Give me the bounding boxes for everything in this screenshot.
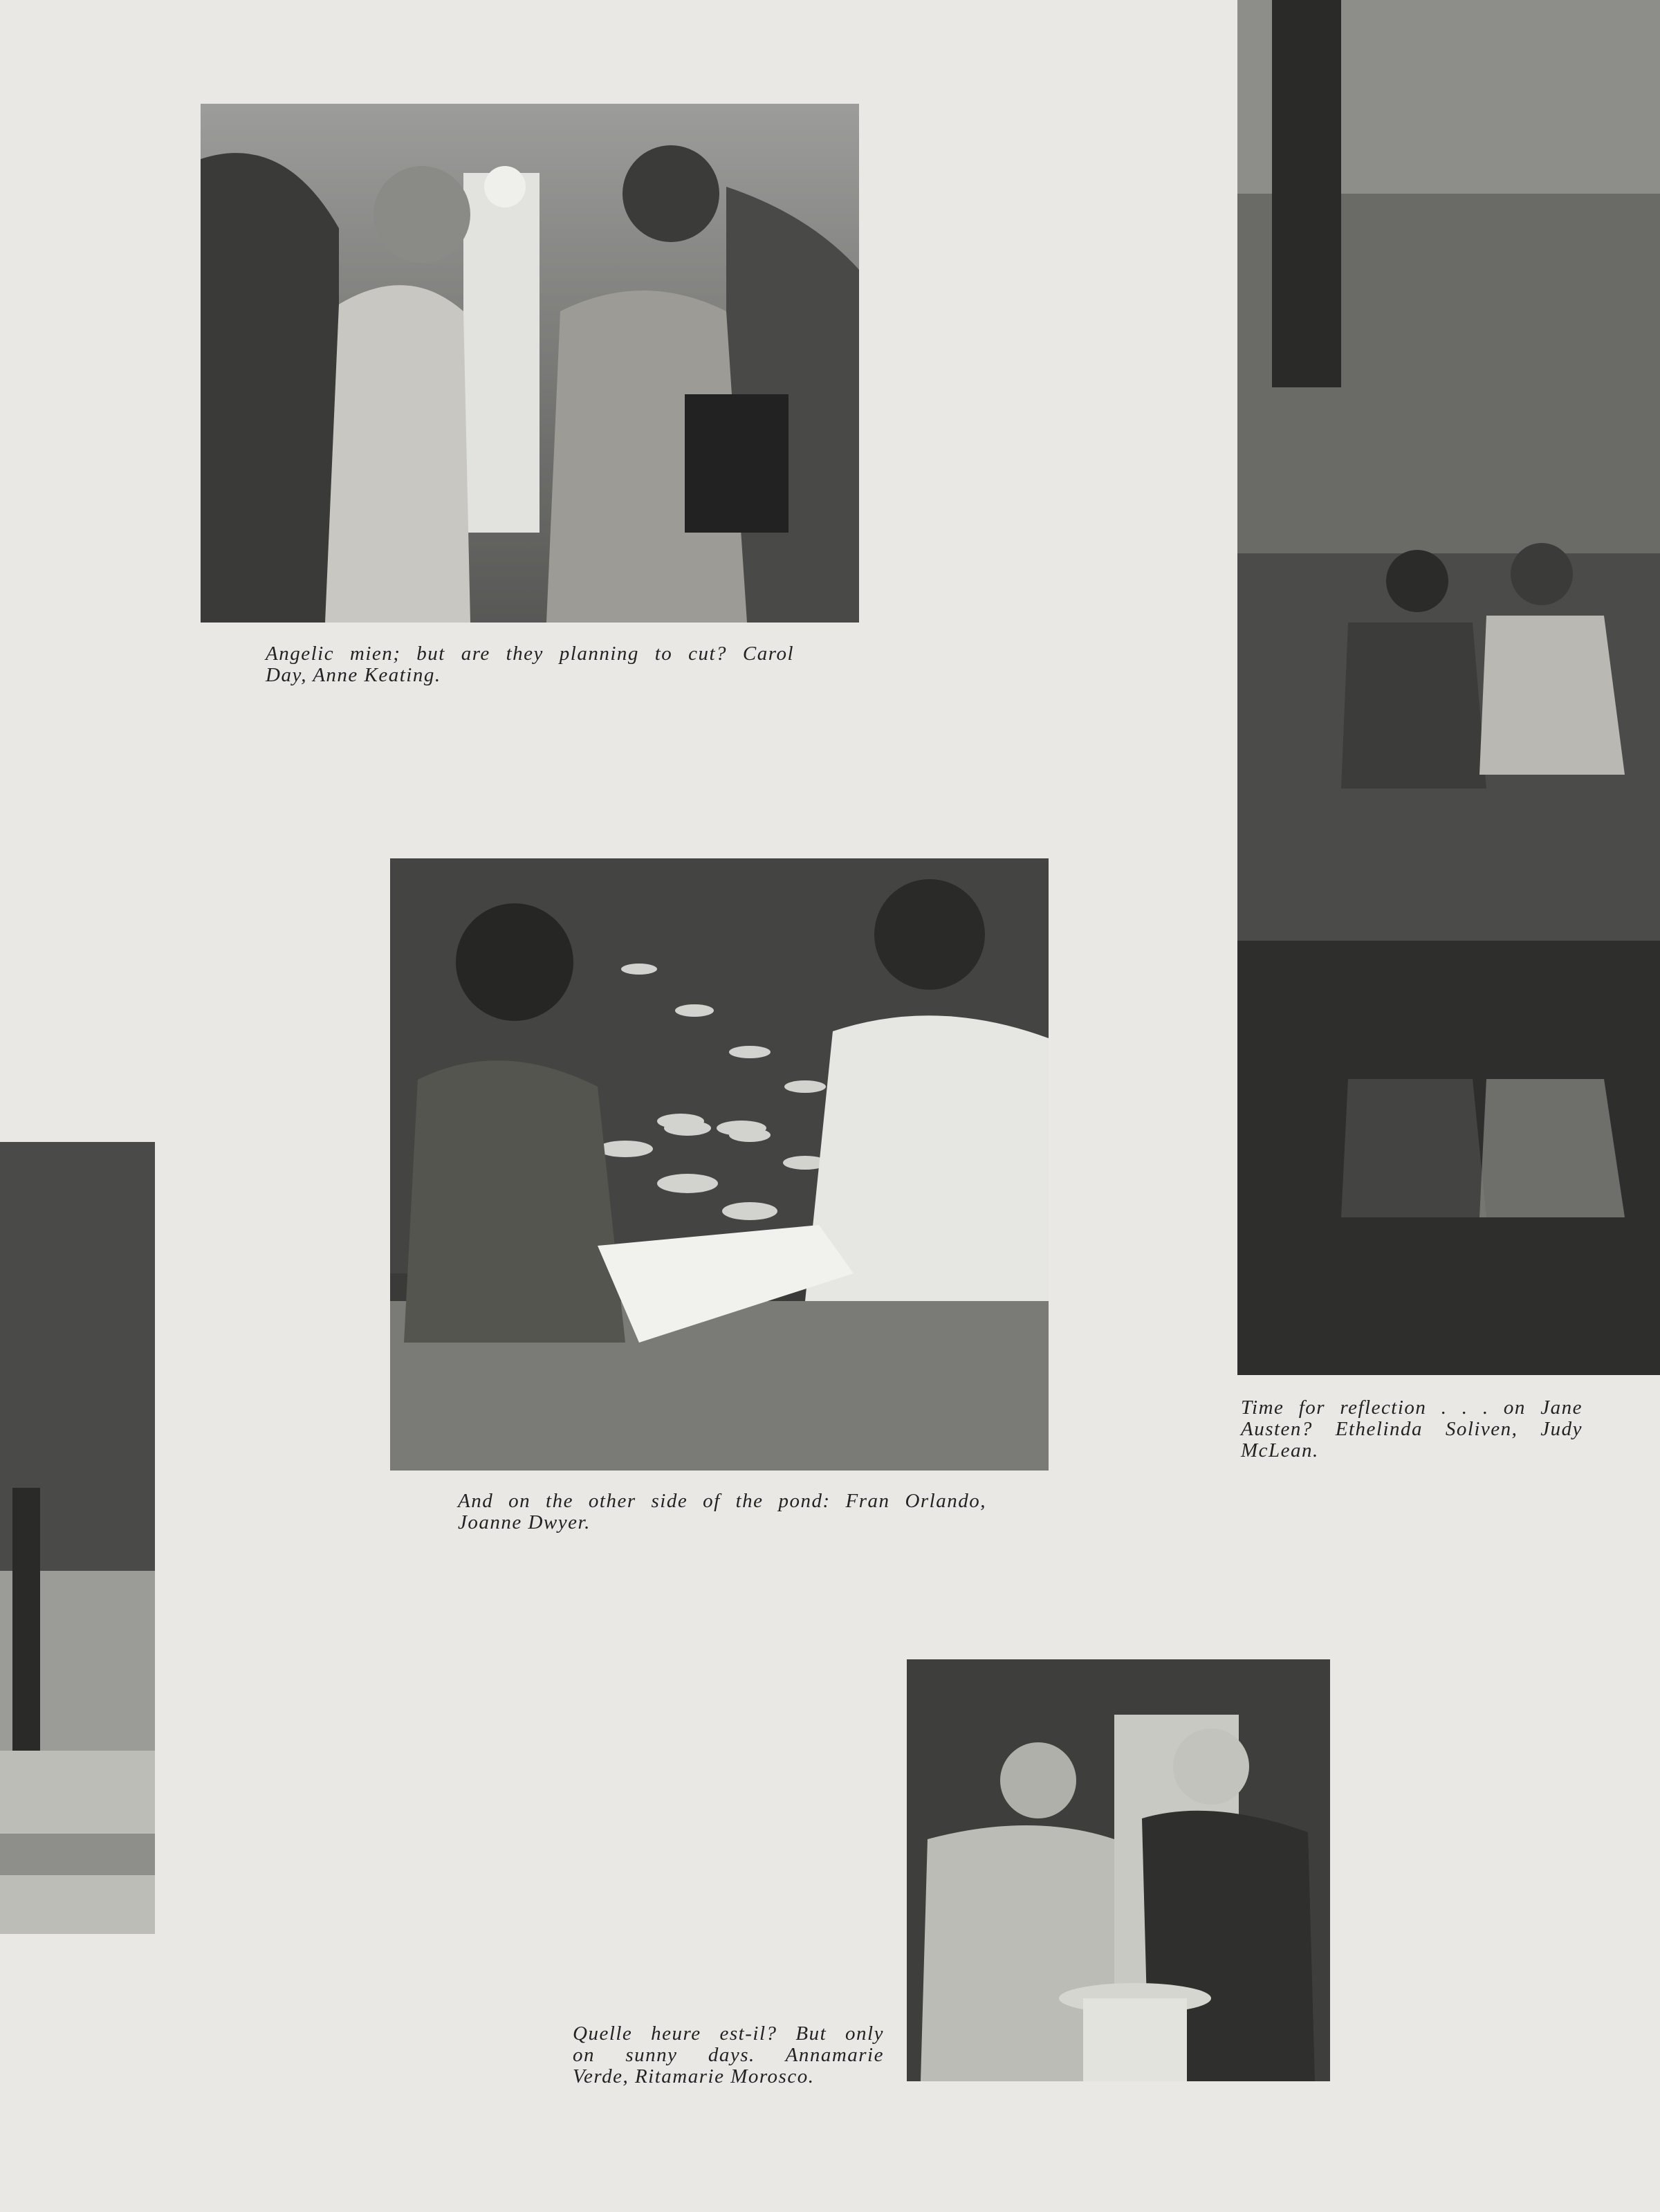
caption-line: Angelic mien; but are they planning to cut? Carol bbox=[266, 643, 794, 665]
caption-reflection bbox=[1241, 1397, 1583, 1462]
photo-sundial bbox=[907, 1659, 1330, 2081]
caption-line: Austen? Ethelinda Soliven, Judy bbox=[1241, 1418, 1583, 1440]
photo-statue-conversation bbox=[201, 104, 859, 623]
photo-reflection-pond bbox=[1237, 0, 1660, 1375]
caption-statue bbox=[266, 643, 794, 686]
caption-line: Verde, Ritamarie Morosco. bbox=[573, 2065, 815, 2087]
caption-line: on sunny days. Annamarie bbox=[573, 2044, 884, 2066]
caption-line: Day, Anne Keating. bbox=[266, 664, 441, 686]
caption-line: McLean. bbox=[1241, 1439, 1319, 1462]
caption-line: And on the other side of the pond: Fran Orlando, bbox=[458, 1490, 986, 1512]
caption-line: Time for reflection . . . on Jane bbox=[1241, 1397, 1583, 1419]
photo-campus-tree bbox=[0, 1142, 155, 1934]
caption-sundial bbox=[573, 2023, 884, 2087]
caption-line: Quelle heure est-il? But only bbox=[573, 2022, 884, 2045]
photo-lily-pond bbox=[390, 858, 1049, 1471]
caption-line: Joanne Dwyer. bbox=[458, 1511, 591, 1533]
caption-pond bbox=[458, 1491, 986, 1533]
